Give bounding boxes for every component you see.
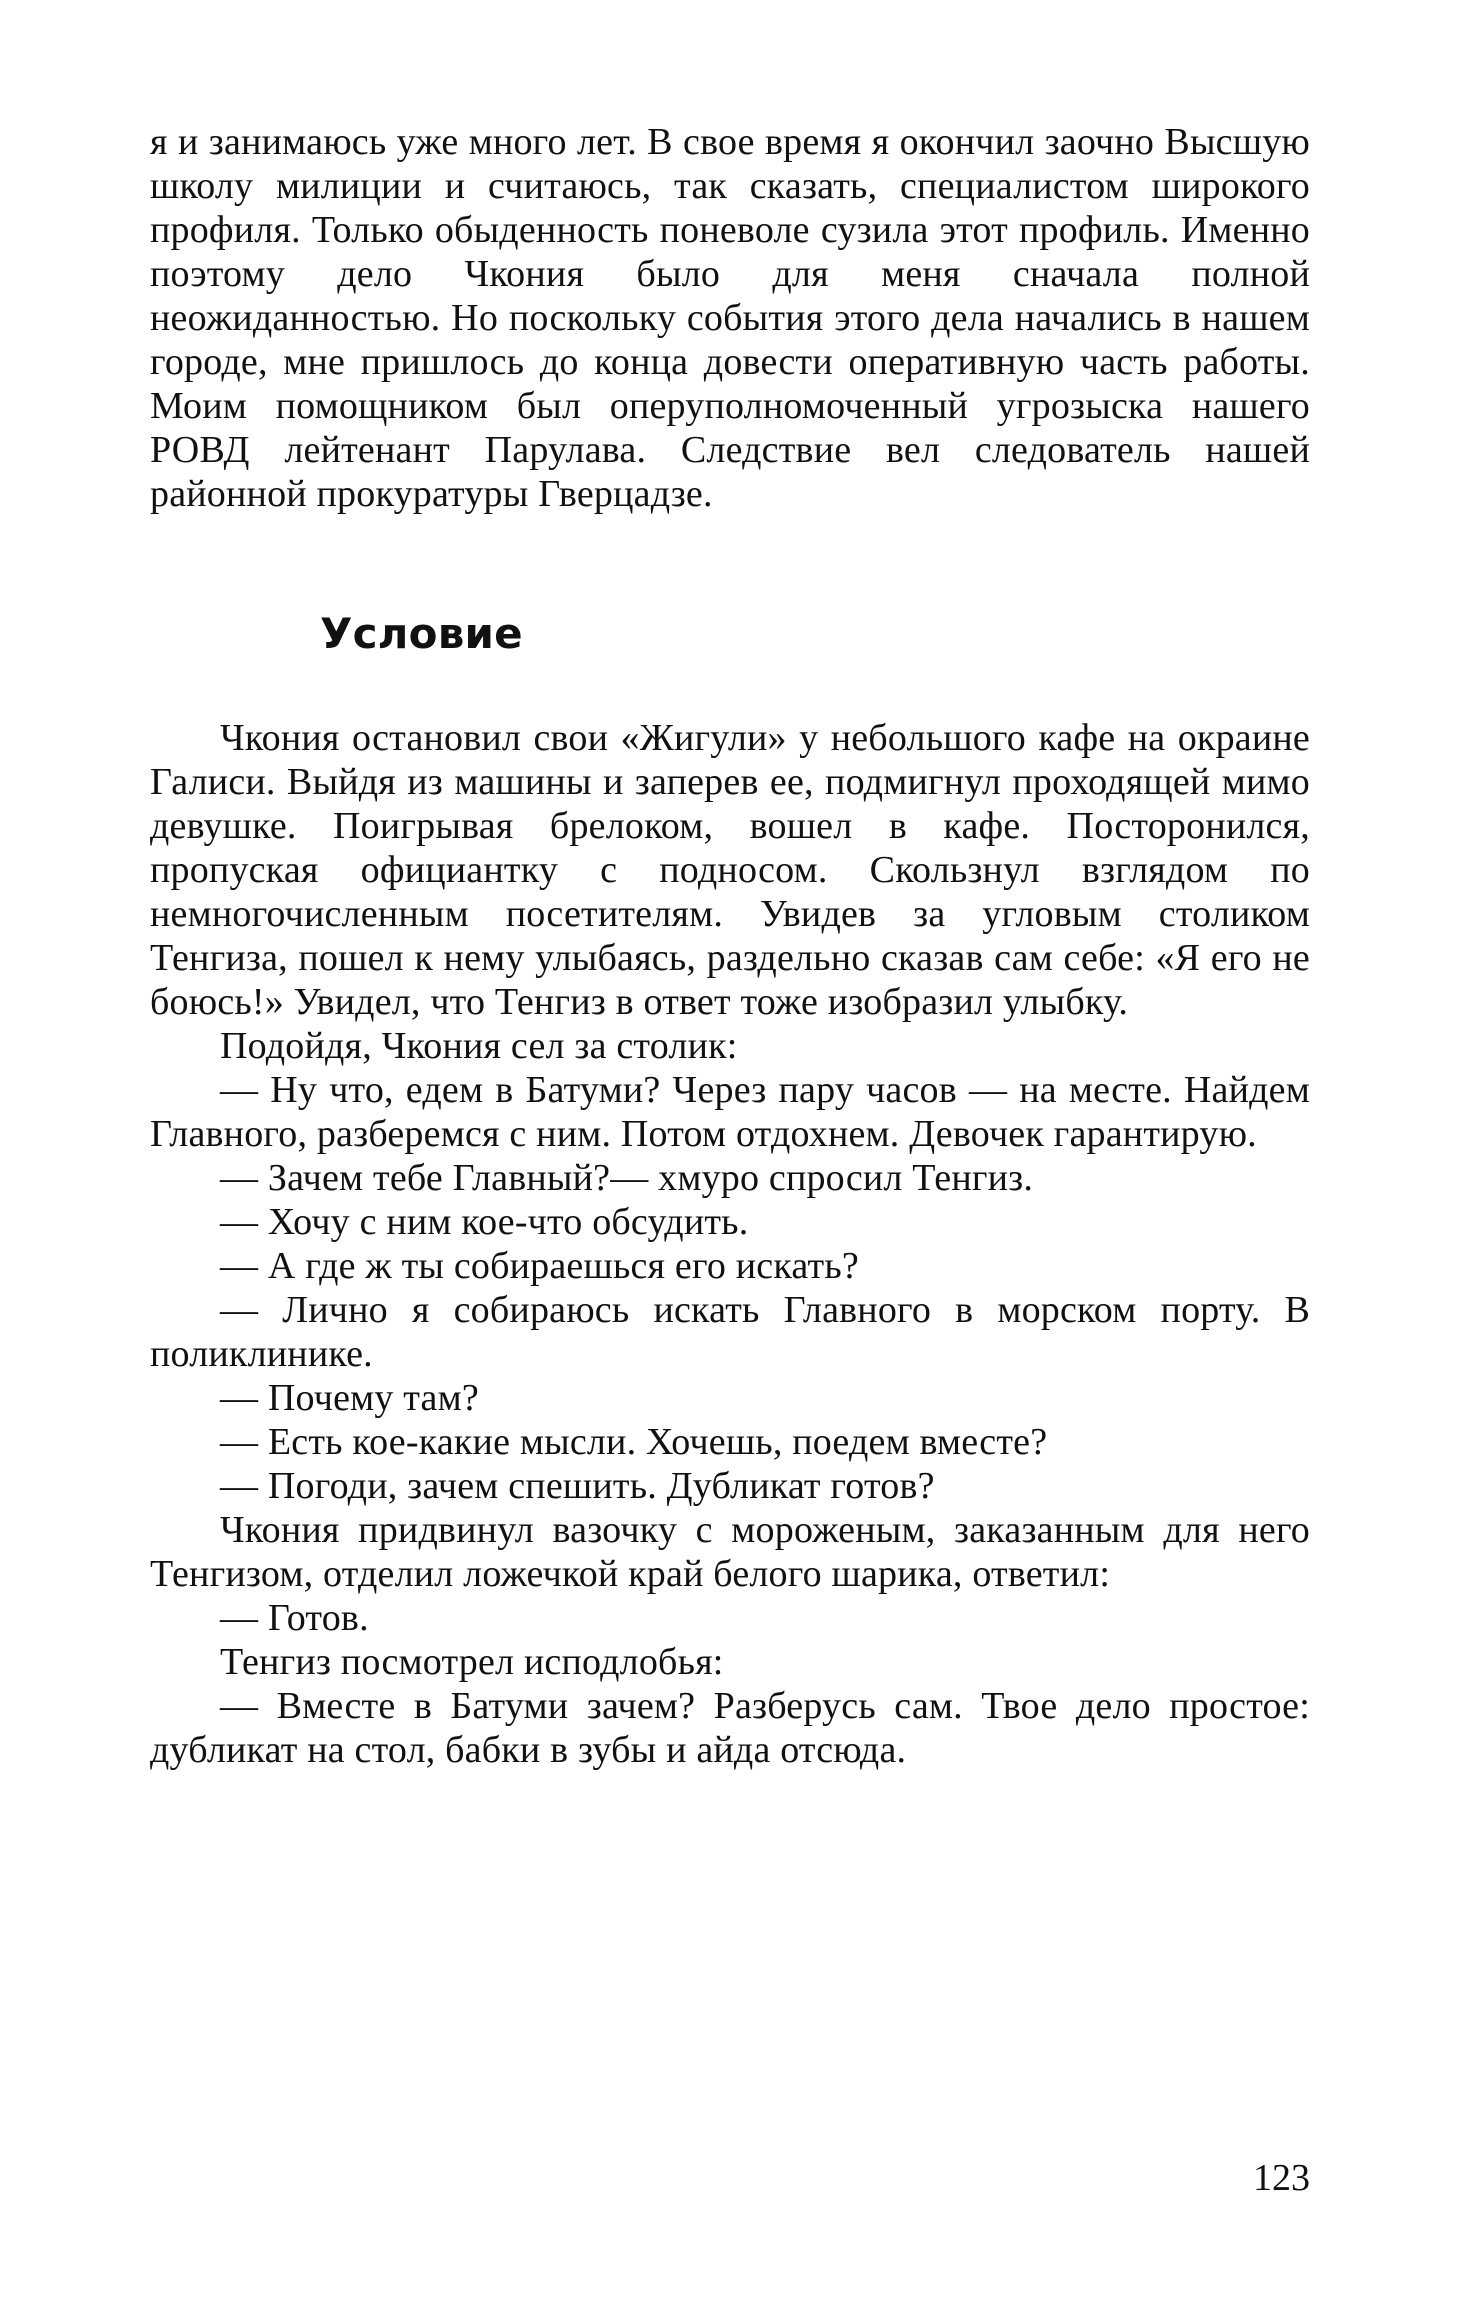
paragraph-1: Чкония остановил свои «Жигули» у небольшого кафе на окраине Галиси. Выйдя из машины и заперев ее, подмигнул проходящей мимо девушке. Поигрывая брелоком, вошел в кафе. Посторонился, пропуская официантку с подносом. Скользнул взглядом по немногочисленным посетителям. Увидев за угловым столиком Тенгиза, пошел к нему улыбаясь, раздельно сказав сам себе: «Я его не боюсь!» Увидел, что Тенгиз в ответ тоже изобразил улыбку. <box>150 717 1310 1023</box>
dialogue-line-10: — Вместе в Батуми зачем? Разберусь сам. Твое дело простое: дубликат на стол, бабки в зубы и айда отсюда. <box>150 1685 1310 1771</box>
dialogue-line-3: — Хочу с ним кое-что обсудить. <box>220 1201 749 1243</box>
intro-paragraph: я и занимаюсь уже много лет. В свое время я окончил заочно Высшую школу милиции и считаюсь, так сказать, специалистом широкого профиля. Только обыденность поневоле сузила этот профиль. Именно поэтому дело Чкония было для меня сначала полной неожиданностью. Но поскольку события этого дела начались в нашем городе, мне пришлось до конца довести оперативную часть работы. Моим помощником был оперуполномоченный угрозыска нашего РОВД лейтенант Парулава. Следствие вел следователь нашей районной прокуратуры Гверцадзе. <box>150 121 1310 515</box>
book-page <box>150 120 1310 2200</box>
dialogue-line-6: — Почему там? <box>220 1377 479 1419</box>
paragraph-3: Чкония придвинул вазочку с мороженым, заказанным для него Тенгизом, отделил ложечкой край белого шарика, ответил: <box>150 1509 1310 1595</box>
page-number: 123 <box>1253 2157 1310 2199</box>
section-heading: Условие <box>320 609 523 658</box>
dialogue-line-7: — Есть кое-какие мысли. Хочешь, поедем вместе? <box>220 1421 1048 1463</box>
dialogue-line-5: — Лично я собираюсь искать Главного в морском порту. В поликлинике. <box>150 1289 1310 1375</box>
dialogue-line-2: — Зачем тебе Главный?— хмуро спросил Тенгиз. <box>220 1157 1034 1199</box>
dialogue-line-8: — Погоди, зачем спешить. Дубликат готов? <box>220 1465 935 1507</box>
paragraph-2: Подойдя, Чкония сел за столик: <box>220 1025 738 1067</box>
page-text <box>150 120 1310 1772</box>
dialogue-line-9: — Готов. <box>220 1597 369 1639</box>
paragraph-4: Тенгиз посмотрел исподлобья: <box>220 1641 724 1683</box>
dialogue-line-4: — А где ж ты собираешься его искать? <box>220 1245 859 1287</box>
dialogue-line-1: — Ну что, едем в Батуми? Через пару часов — на месте. Найдем Главного, разберемся с ним. Потом отдохнем. Девочек гарантирую. <box>150 1069 1310 1155</box>
